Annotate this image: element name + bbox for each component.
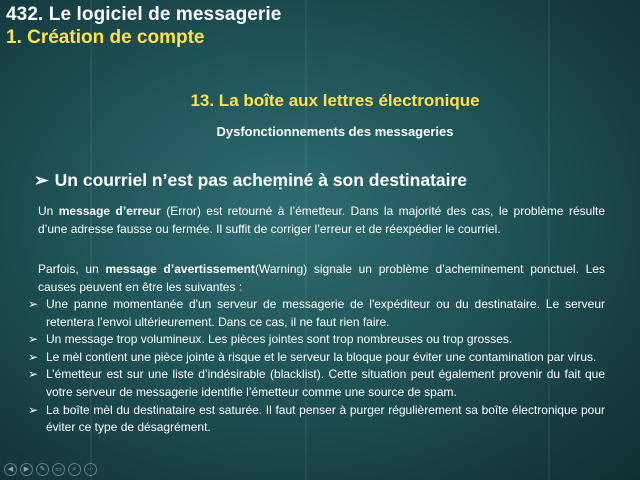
arrow-bullet-icon: ➢: [34, 170, 49, 190]
list-item: [28, 331, 605, 349]
slides-icon[interactable]: ▭: [52, 463, 65, 476]
slide-header-title: 432. Le logiciel de messagerie: [6, 4, 282, 25]
list-item: [28, 296, 605, 331]
arrow-bullet-icon: ➢: [28, 402, 39, 417]
list-item: [28, 349, 605, 367]
arrow-bullet-icon: ➢: [28, 332, 39, 347]
list-item-text: La boîte mèl du destinataire est saturée. Il faut penser à purger régulièrement sa boîte électronique pour éviter ce type de désagrément.: [46, 402, 605, 435]
list-item: [28, 402, 605, 437]
next-icon[interactable]: ▶: [20, 463, 33, 476]
list-item-text: Un message trop volumineux. Les pièces jointes sont trop nombreuses ou trop grosses.: [46, 332, 513, 347]
paragraph-error: [38, 202, 605, 238]
arrow-bullet-icon: ➢: [28, 297, 39, 311]
slide-header-subtitle: 1. Création de compte: [6, 27, 205, 48]
more-icon[interactable]: ⋯: [84, 463, 97, 476]
paragraph-error-post: (Error) est retourné à l’émetteur. Dans la majorité des cas, le problème résulte d’une adresse fausse ou fermée. Il suffit de corriger l’erreur et de réexpédier le courriel.: [38, 204, 605, 236]
paragraph-warning-bold: message d’avertissement: [105, 262, 255, 276]
main-heading: [34, 170, 467, 191]
list-item-text: Le mèl contient une pièce jointe à risque et le serveur la bloque pour éviter une contamination par virus.: [46, 349, 597, 364]
zoom-icon[interactable]: ⌕: [68, 463, 81, 476]
list-item: [28, 366, 605, 401]
list-item-text: Une panne momentanée d'un serveur de messagerie de l'expéditeur ou du destinataire. Le serveur retentera l’envoi ultérieurement. Dans ce cas, il ne faut rien faire.: [46, 297, 605, 329]
pen-icon[interactable]: ✎: [36, 463, 49, 476]
arrow-bullet-icon: ➢: [28, 367, 39, 382]
paragraph-warning-pre: Parfois, un: [38, 262, 106, 276]
causes-list: [28, 296, 605, 437]
paragraph-warning: [38, 260, 605, 296]
slideshow-toolbar: [4, 463, 97, 476]
section-title: 13. La boîte aux lettres électronique: [190, 91, 480, 110]
previous-icon[interactable]: ◀: [4, 463, 17, 476]
paragraph-warning-post: (Warning) signale un problème d’acheminement ponctuel. Les causes peuvent en être les suivantes :: [38, 262, 605, 294]
paragraph-error-pre: Un: [38, 204, 59, 218]
main-heading-text: Un courriel n’est pas acheṃiné à son destinataire: [54, 170, 468, 190]
list-item-text: L’émetteur est sur une liste d’indésirable (blacklist). Cette situation peut également provenir du fait que votre serveur de messagerie identifie l’émetteur comme une source de spam.: [46, 367, 605, 399]
section-subtitle: Dysfonctionnements des messageries: [216, 124, 454, 139]
arrow-bullet-icon: ➢: [28, 349, 39, 364]
paragraph-error-bold: message d’erreur: [58, 204, 161, 218]
